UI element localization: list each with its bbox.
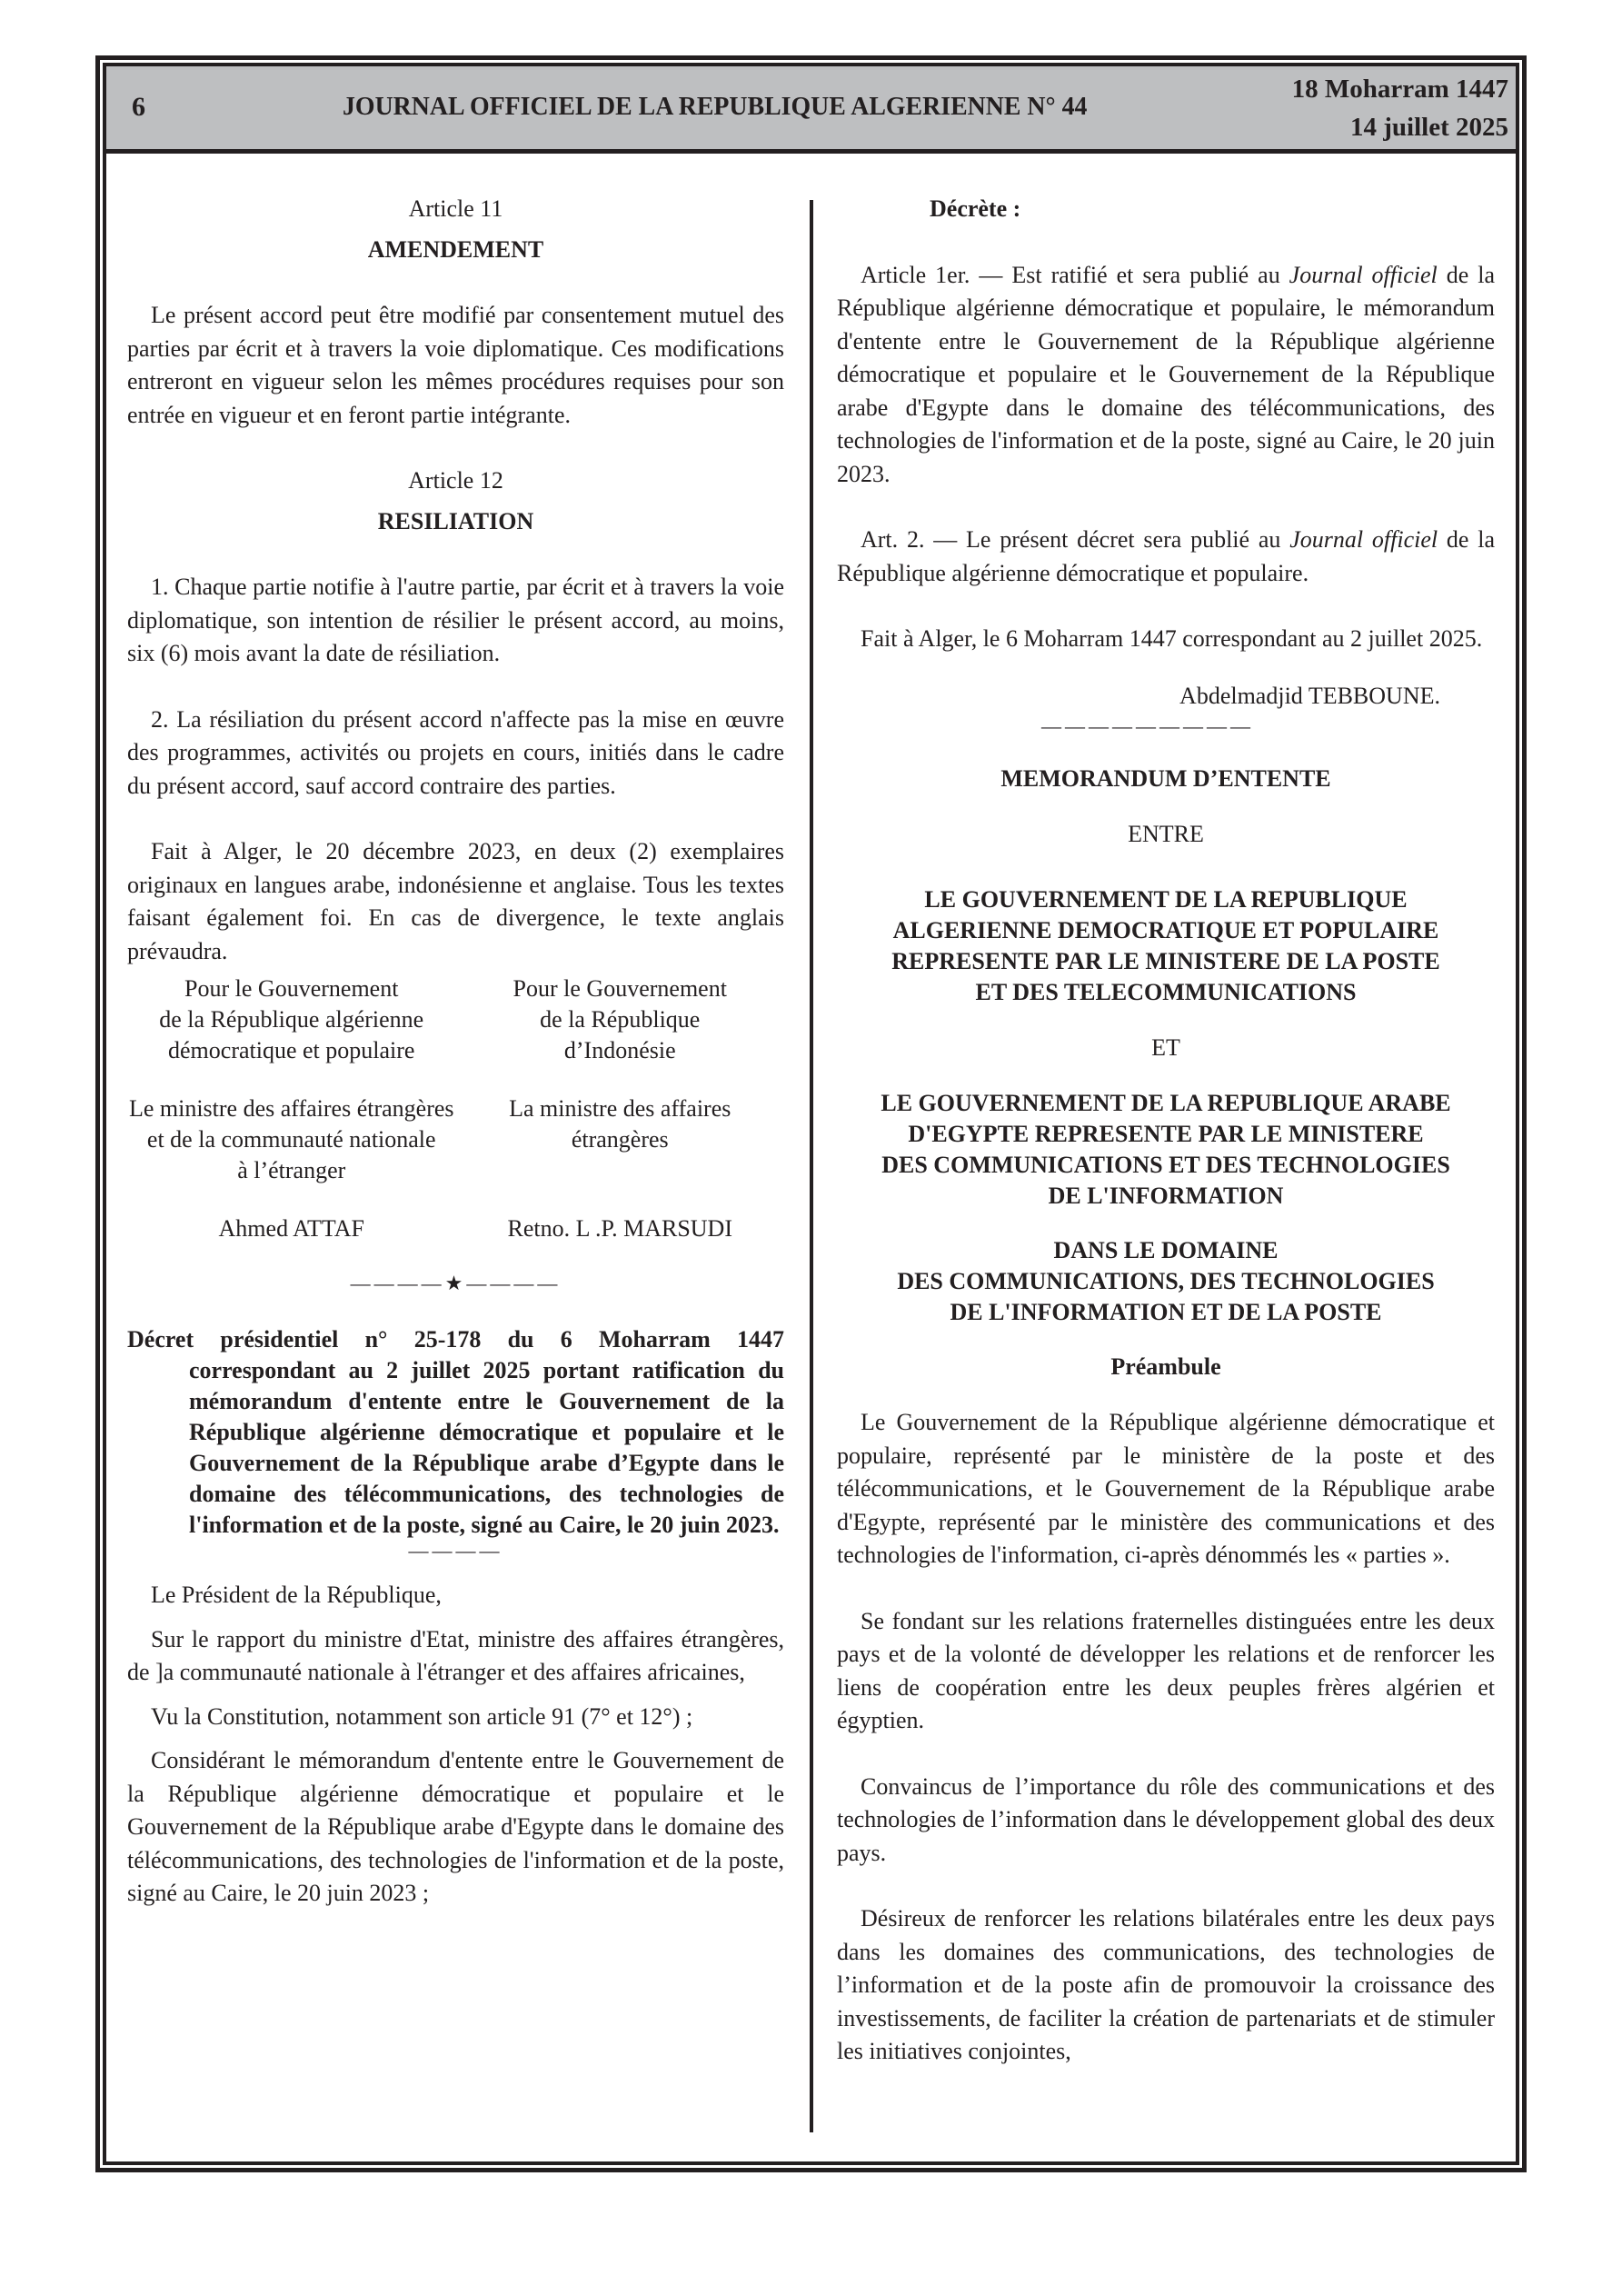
sig-role-line: à l’étranger	[237, 1157, 346, 1183]
sig-for-line: Pour le Gouvernement	[184, 975, 399, 1002]
decree-title: Décret présidentiel n° 25-178 du 6 Moharram 1447 correspondant au 2 juillet 2025 portant ratification du mémorandum d'entente entre le Gouvernement de la République algérienne démocratique et populaire et le Gouvernement de la République arabe d’Egypte dans le domaine des télécommunications, des technologies de l'information et de la poste, signé au Caire, le 20 juin 2023.	[127, 1326, 784, 1538]
signature-algeria	[127, 973, 456, 1244]
article-11-body: Le présent accord peut être modifié par consentement mutuel des parties par écrit et à travers la voie diplomatique. Ces modifications entreront en vigueur selon les mêmes procédures requises pour son entrée en vigueur et en feront partie intégrante.	[127, 302, 784, 428]
star-separator: ————★————	[350, 1272, 562, 1294]
memo-party-1-line: ET DES TELECOMMUNICATIONS	[975, 978, 1357, 1005]
article-12-label: Article 12	[408, 467, 503, 494]
signatory-name: Ahmed ATTAF	[218, 1215, 364, 1242]
sig-role-line: et de la communauté nationale	[146, 1126, 436, 1153]
sig-for-line: de la République	[540, 1006, 701, 1033]
gregorian-date: 14 juillet 2025	[1350, 113, 1508, 142]
page-number: 6	[132, 92, 145, 122]
article-11-title: AMENDEMENT	[367, 235, 544, 263]
president-signature: Abdelmadjid TEBBOUNE.	[1179, 682, 1440, 709]
left-column	[127, 191, 784, 1911]
issue-dates	[1292, 70, 1508, 146]
memo-party-1-line: LE GOUVERNEMENT DE LA REPUBLIQUE	[924, 885, 1408, 913]
article-12-para-2: 2. La résiliation du présent accord n'affecte pas la mise en œuvre des programmes, activités ou projets en cours, initiés dans le cadre du présent accord, sauf accord contraire des parties.	[127, 705, 784, 799]
article-1: Article 1er. — Est ratifié et sera publié au Journal officiel de la République algérienne démocratique et populaire, le mémorandum d'entente entre le Gouvernement de la République algérienne démocratique et populaire et le Gouvernement de la République arabe d'Egypte dans le domaine des télécommunications, des technologies de l'information et de la poste, signé au Caire, le 20 juin 2023.	[837, 261, 1495, 487]
memo-between: ENTRE	[1128, 821, 1204, 847]
article-11-label: Article 11	[408, 195, 503, 222]
constitution-line: Vu la Constitution, notamment son article 91 (7° et 12°) ;	[151, 1702, 693, 1730]
preamble-para: Le Gouvernement de la République algérienne démocratique et populaire, représenté par le ministère de la poste et des télécommunications, et le Gouvernement de la République arabe d'Egypte, représenté par le ministère des communications et des technologies de l'information, ci-après dénommés les « parties ».	[837, 1409, 1495, 1568]
memo-party-2-line: LE GOUVERNEMENT DE LA REPUBLIQUE ARABE	[881, 1090, 1451, 1116]
memo-domain-line: DES COMMUNICATIONS, DES TECHNOLOGIES	[897, 1268, 1435, 1294]
sig-for-line: Pour le Gouvernement	[512, 975, 727, 1002]
memo-title: MEMORANDUM D’ENTENTE	[1000, 765, 1331, 792]
memo-domain-line: DE L'INFORMATION ET DE LA POSTE	[950, 1299, 1382, 1325]
decrees-label: Décrète :	[930, 195, 1021, 222]
done-at-algiers: Fait à Alger, le 20 décembre 2023, en deux (2) exemplaires originaux en langues arabe, indonésienne et anglaise. Tous les textes faisant également foi. En cas de divergence, le texte anglais prévaudra.	[127, 838, 784, 964]
memo-and: ET	[1151, 1033, 1180, 1061]
president-line: Le Président de la République,	[151, 1582, 442, 1608]
hijri-date: 18 Moharram 1447	[1291, 75, 1508, 104]
sig-role-line: étrangères	[571, 1126, 669, 1153]
decree-end-separator: —————————	[1041, 714, 1254, 737]
sig-for-line: démocratique et populaire	[168, 1037, 415, 1063]
article-12-title: RESILIATION	[377, 507, 534, 534]
sig-role-line: Le ministre des affaires étrangères	[128, 1095, 454, 1122]
report-line: Sur le rapport du ministre d'Etat, ministre des affaires étrangères, de ]a communauté nationale à l'étranger et des affaires africaines,	[127, 1625, 784, 1685]
done-at-algiers-decree: Fait à Alger, le 6 Moharram 1447 correspondant au 2 juillet 2025.	[861, 625, 1483, 652]
sig-role-line: La ministre des affaires	[509, 1095, 731, 1122]
memo-party-1-line: ALGERIENNE DEMOCRATIQUE ET POPULAIRE	[892, 916, 1439, 943]
column-divider	[810, 200, 813, 2132]
decree-separator: ————	[408, 1539, 503, 1562]
article-12-para-1: 1. Chaque partie notifie à l'autre partie, par écrit et à travers la voie diplomatique, son intention de résilier le présent accord, au moins, six (6) mois avant la date de résiliation.	[127, 574, 784, 666]
journal-title: JOURNAL OFFICIEL DE LA REPUBLIQUE ALGERIENNE N° 44	[343, 92, 1088, 121]
preamble-title: Préambule	[1110, 1353, 1221, 1380]
signatory-name: Retno. L .P. MARSUDI	[507, 1215, 732, 1242]
preamble-para: Désireux de renforcer les relations bilatérales entre les deux pays dans les domaines des communications, des technologies de l’information et de la poste afin de promouvoir la croissance des investissements, de faciliter la création de partenariats et de stimuler les initiatives conjointes,	[837, 1905, 1495, 2064]
article-2: Art. 2. — Le présent décret sera publié au Journal officiel de la République algérienne démocratique et populaire.	[837, 526, 1496, 586]
memo-party-2-line: D'EGYPTE REPRESENTE PAR LE MINISTERE	[908, 1121, 1424, 1147]
signature-table	[127, 973, 784, 1244]
sig-for-line: d’Indonésie	[563, 1037, 676, 1063]
sig-for-line: de la République algérienne	[159, 1006, 424, 1033]
preamble-para: Se fondant sur les relations fraternelles distinguées entre les deux pays et de la volonté de développer les relations et de renforcer les liens de coopération entre les deux peuples frères algérien et égyptien.	[837, 1607, 1495, 1733]
journal-header	[106, 66, 1516, 154]
considering-line: Considérant le mémorandum d'entente entre le Gouvernement de la République algérienne démocratique et populaire et le Gouvernement de la République arabe d'Egypte dans le domaine des télécommunications, des technologies de l'information et de la poste, signé au Caire, le 20 juin 2023 ;	[127, 1747, 784, 1906]
memo-party-2-line: DES COMMUNICATIONS ET DES TECHNOLOGIES	[881, 1152, 1450, 1178]
right-column	[837, 191, 1495, 2069]
memo-party-2-line: DE L'INFORMATION	[1048, 1183, 1284, 1209]
preamble-para: Convaincus de l’importance du rôle des communications et des technologies de l’information dans le développement global des deux pays.	[837, 1772, 1495, 1866]
signature-indonesia	[456, 973, 785, 1244]
memo-domain-line: DANS LE DOMAINE	[1053, 1237, 1279, 1263]
memo-party-1-line: REPRESENTE PAR LE MINISTERE DE LA POSTE	[891, 947, 1440, 974]
